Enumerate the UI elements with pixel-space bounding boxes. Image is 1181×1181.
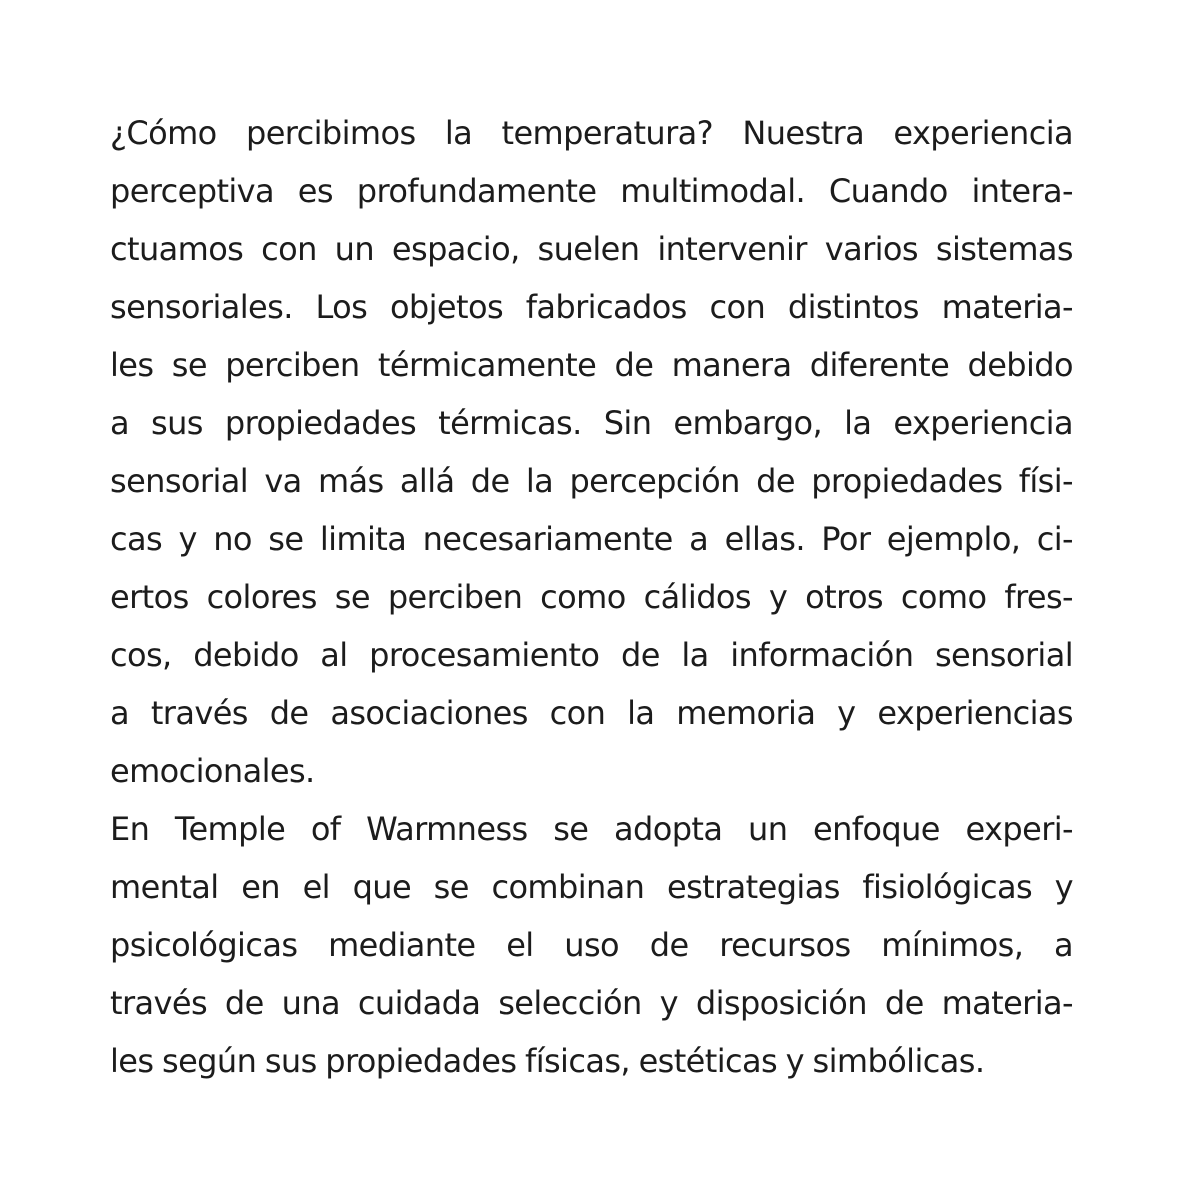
text-line: sensorial va más allá de la percepción de propiedades físi- xyxy=(110,462,1073,500)
text-line: ¿Cómo percibimos la temperatura? Nuestra experiencia xyxy=(110,114,1073,152)
text-line: emocionales. xyxy=(110,752,315,790)
paragraph-1 xyxy=(110,104,1073,800)
text-line: psicológicas mediante el uso de recursos mínimos, a xyxy=(110,926,1073,964)
text-line: cos, debido al procesamiento de la información sensorial xyxy=(110,636,1073,674)
text-line: sensoriales. Los objetos fabricados con distintos materia- xyxy=(110,288,1073,326)
text-line: les se perciben térmicamente de manera diferente debido xyxy=(110,346,1073,384)
text-line: a sus propiedades térmicas. Sin embargo, la experiencia xyxy=(110,404,1073,442)
text-line: les según sus propiedades físicas, estéticas y simbólicas. xyxy=(110,1042,985,1080)
text-line: través de una cuidada selección y disposición de materia- xyxy=(110,984,1073,1022)
text-line: ertos colores se perciben como cálidos y otros como fres- xyxy=(110,578,1073,616)
text-line: mental en el que se combinan estrategias fisiológicas y xyxy=(110,868,1073,906)
text-line: perceptiva es profundamente multimodal. Cuando intera- xyxy=(110,172,1073,210)
body-text xyxy=(110,104,1073,1090)
text-line: ctuamos con un espacio, suelen intervenir varios sistemas xyxy=(110,230,1073,268)
text-line: En Temple of Warmness se adopta un enfoque experi- xyxy=(110,810,1073,848)
text-line: a través de asociaciones con la memoria y experiencias xyxy=(110,694,1073,732)
paragraph-2 xyxy=(110,800,1073,1090)
text-line: cas y no se limita necesariamente a ellas. Por ejemplo, ci- xyxy=(110,520,1073,558)
